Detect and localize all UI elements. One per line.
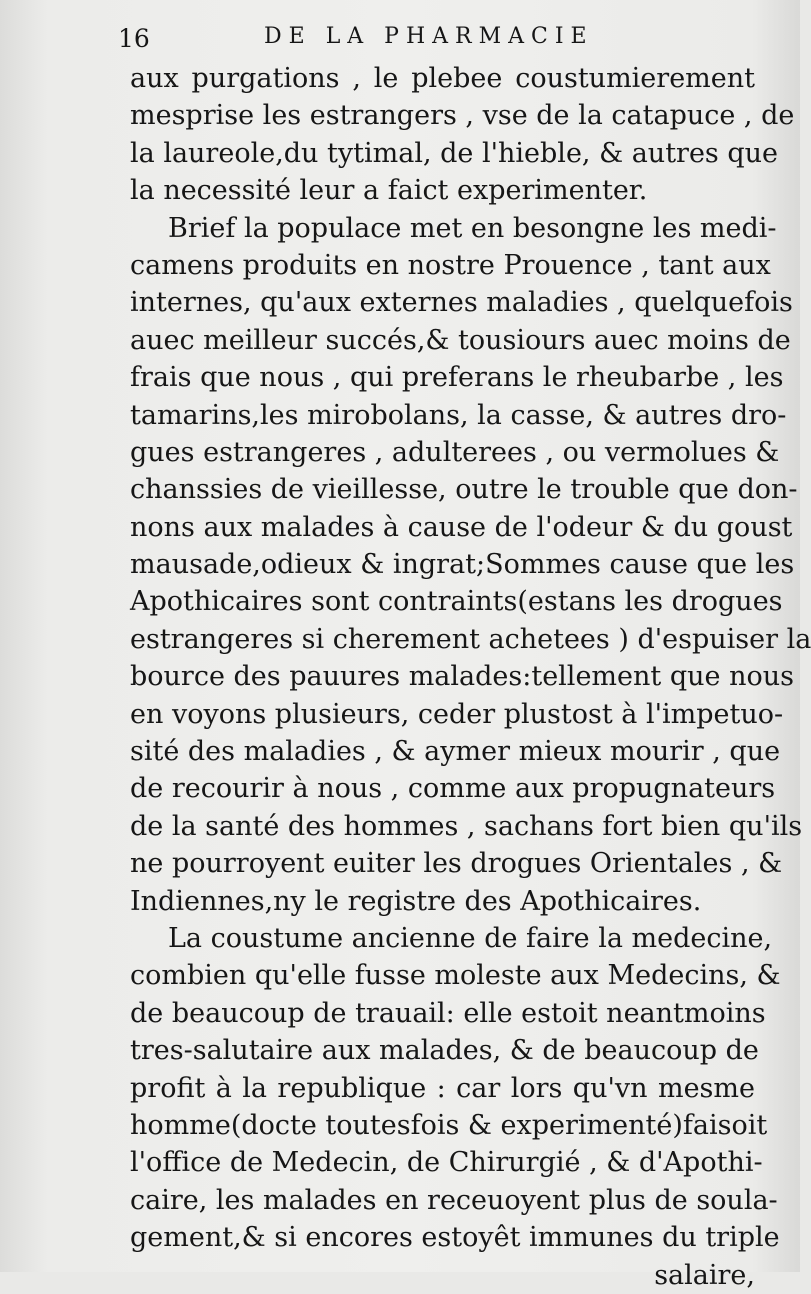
body-text	[130, 60, 811, 1294]
text-line: Apothicaires sont contraints(estans les drogues	[130, 586, 783, 618]
text-line: camens produits en nostre Prouence , tant aux	[130, 249, 771, 281]
text-line: Indiennes,ny le registre des Apothicaires.	[130, 885, 702, 917]
text-line: aux purgations , le plebee coustumierement	[130, 63, 755, 94]
text-line: tamarins,les mirobolans, la casse, & autres dro-	[130, 399, 787, 431]
text-line: sité des maladies , & aymer mieux mourir , que	[130, 736, 781, 768]
page-number: 16	[118, 24, 150, 53]
text-line: mesprise les estrangers , vse de la catapuce , de	[130, 100, 795, 132]
text-line: gues estrangeres , adulterees , ou vermolues &	[130, 436, 780, 468]
page-header	[118, 18, 758, 58]
text-line: ne pourroyent euiter les drogues Orientales , &	[130, 848, 783, 880]
text-line: la laureole,du tytimal, de l'hieble, & autres que	[130, 137, 779, 169]
text-line: tres-salutaire aux malades, & de beaucoup de	[130, 1035, 759, 1067]
text-line: gement,& si encores estoyêt immunes du triple	[130, 1222, 780, 1254]
text-line: salaire,	[654, 1259, 755, 1291]
text-line: mausade,odieux & ingrat;Sommes cause que les	[130, 549, 795, 581]
text-line: Brief la populace met en besongne les medi-	[168, 212, 777, 244]
text-line: chanssies de vieillesse, outre le trouble que don-	[130, 474, 798, 506]
text-line: de la santé des hommes , sachans fort bien qu'ils	[130, 810, 803, 842]
text-line: auec meilleur succés,& tousiours auec moins de	[130, 324, 791, 356]
text-line: estrangeres si cherement achetees ) d'espuiser la	[130, 623, 811, 655]
text-line: homme(docte toutesfois & experimenté)faisoit	[130, 1109, 768, 1141]
text-line: La coustume ancienne de faire la medecine,	[168, 922, 773, 954]
text-line: la necessité leur a faict experimenter.	[130, 175, 648, 207]
text-line: caire, les malades en receuoyent plus de soula-	[130, 1184, 778, 1216]
text-line: profit à la republique : car lors qu'vn mesme	[130, 1072, 755, 1104]
running-title: DE LA PHARMACIE	[264, 24, 594, 49]
text-line: nons aux malades à cause de l'odeur & du goust	[130, 511, 793, 543]
text-line: de beaucoup de trauail: elle estoit neantmoins	[130, 997, 766, 1029]
text-line: internes, qu'aux externes maladies , quelquefois	[130, 287, 793, 319]
text-line: de recourir à nous , comme aux propugnateurs	[130, 773, 776, 805]
text-line: bource des pauures malades:tellement que nous	[130, 661, 794, 693]
text-line: en voyons plusieurs, ceder plustost à l'impetuo-	[130, 698, 784, 730]
text-line: frais que nous , qui preferans le rheubarbe , les	[130, 362, 784, 394]
text-line: combien qu'elle fusse moleste aux Medecins, &	[130, 960, 781, 992]
text-line: l'office de Medecin, de Chirurgié , & d'Apothi-	[130, 1147, 763, 1179]
